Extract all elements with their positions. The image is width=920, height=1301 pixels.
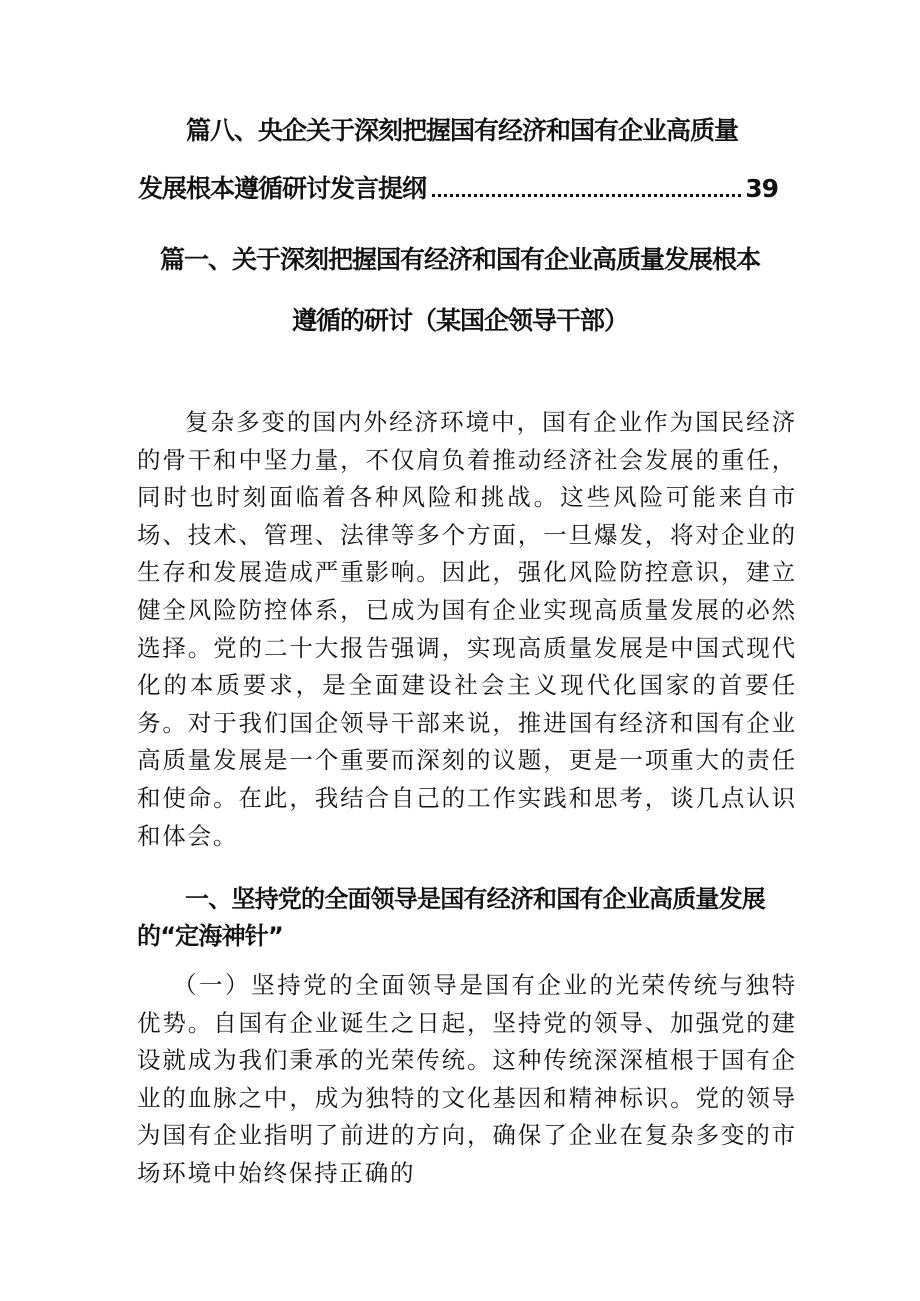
article-title-line-2: 遵循的研讨（某国企领导干部） [291,306,628,335]
toc-entry-8-title-end: 发展根本遵循研讨发言提纲 [138,174,427,203]
article-title-line-1: 篇一、关于深刻把握国有经济和国有企业高质量发展根本 [159,245,760,274]
toc-entry-8-line-1: 篇八、央企关于深刻把握国有经济和国有企业高质量 [186,116,739,145]
toc-entry-8-line-2 [138,174,778,204]
intro-paragraph: 复杂多变的国内外经济环境中，国有企业作为国民经济的骨干和中坚力量，不仅肩负着推动经济社会发展的重任，同时也时刻面临着各种风险和挑战。这些风险可能来自市场、技术、管理、法律等多个方面，一旦爆发，将对企业的生存和发展造成严重影响。因此，强化风险防控意识，建立健全风险防控体系，已成为国有企业实现高质量发展的必然选择。党的二十大报告强调，实现高质量发展是中国式现代化的本质要求，是全面建设社会主义现代化国家的首要任务。对于我们国企领导干部来说，推进国有经济和国有企业高质量发展是一个重要而深刻的议题，更是一项重大的责任和使命。在此，我结合自己的工作实践和思考，谈几点认识和体会。 [137,408,797,850]
section-1-heading: 一、坚持党的全面领导是国有经济和国有企业高质量发展的“定海神针” [137,885,765,950]
toc-page-number: 39 [745,174,778,203]
toc-leader-dots [432,194,741,197]
section-1-paragraph: （一）坚持党的全面领导是国有企业的光荣传统与独特优势。自国有企业诞生之日起，坚持党的领导、加强党的建设就成为我们秉承的光荣传统。这种传统深深植根于国有企业的血脉之中，成为独特的文化基因和精神标识。党的领导为国有企业指明了前进的方向，确保了企业在复杂多变的市场环境中始终保持正确的 [137,971,797,1187]
